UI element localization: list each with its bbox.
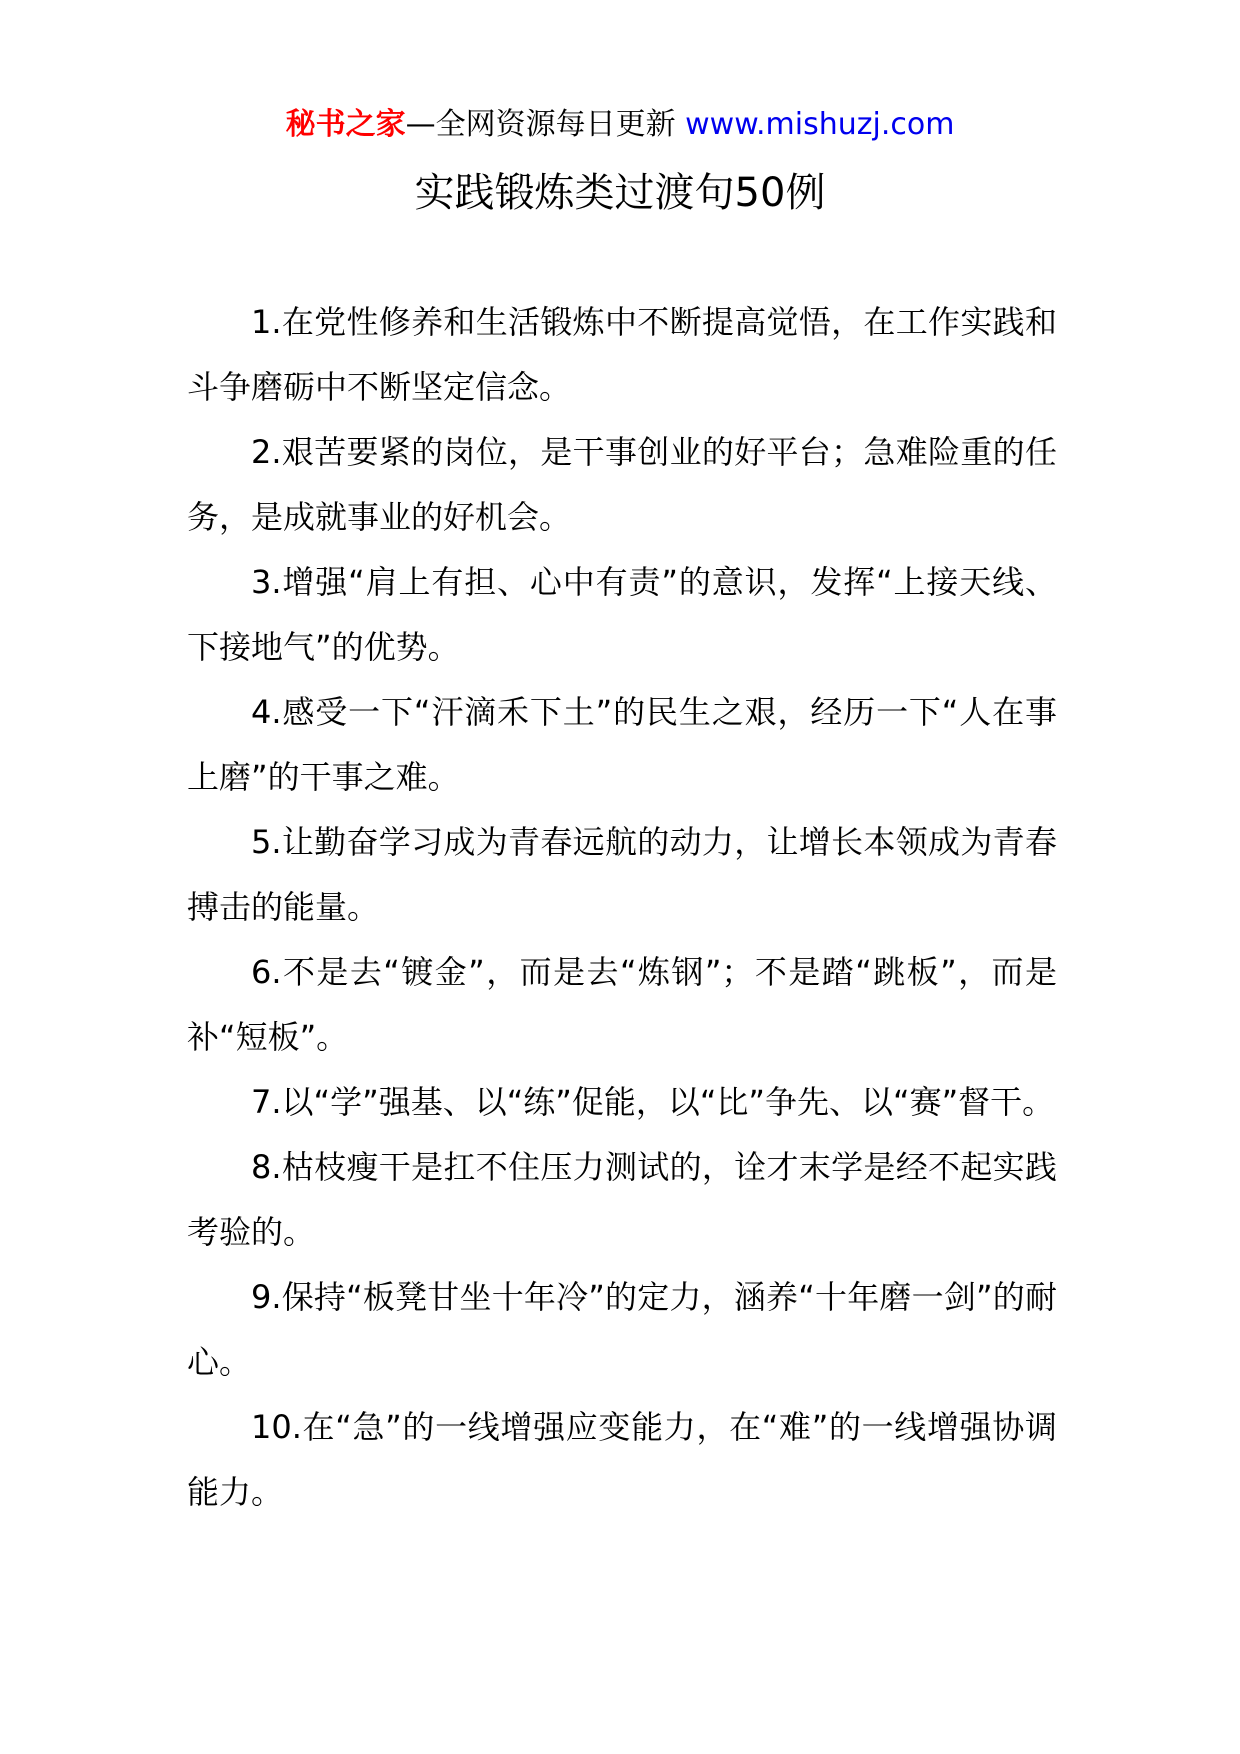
list-item: 4.感受一下“汗滴禾下土”的民生之艰，经历一下“人在事上磨”的干事之难。	[187, 693, 1057, 796]
list-item: 7.以“学”强基、以“练”促能，以“比”争先、以“赛”督干。	[251, 1083, 1055, 1121]
list-item: 2.艰苦要紧的岗位，是干事创业的好平台；急难险重的任务，是成就事业的好机会。	[187, 433, 1057, 536]
site-url-link[interactable]: www.mishuzj.com	[685, 107, 955, 142]
site-brand: 秘书之家	[285, 107, 406, 142]
list-item: 5.让勤奋学习成为青春远航的动力，让增长本领成为青春搏击的能量。	[187, 823, 1057, 926]
document-title: 实践锻炼类过渡句50例	[414, 170, 826, 216]
list-item: 1.在党性修养和生活锻炼中不断提高觉悟，在工作实践和斗争磨砺中不断坚定信念。	[187, 303, 1057, 406]
list-item: 9.保持“板凳甘坐十年冷”的定力，涵养“十年磨一剑”的耐心。	[187, 1278, 1057, 1381]
site-header	[0, 100, 1240, 150]
list-item: 6.不是去“镀金”，而是去“炼钢”；不是踏“跳板”，而是补“短板”。	[187, 953, 1057, 1056]
site-slogan: —全网资源每日更新	[405, 107, 676, 142]
list-item: 3.增强“肩上有担、心中有责”的意识，发挥“上接天线、下接地气”的优势。	[187, 563, 1057, 666]
list-item: 10.在“急”的一线增强应变能力，在“难”的一线增强协调能力。	[187, 1408, 1057, 1511]
list-item: 8.枯枝瘦干是扛不住压力测试的，诠才末学是经不起实践考验的。	[187, 1148, 1057, 1251]
document-body	[187, 290, 1057, 1525]
